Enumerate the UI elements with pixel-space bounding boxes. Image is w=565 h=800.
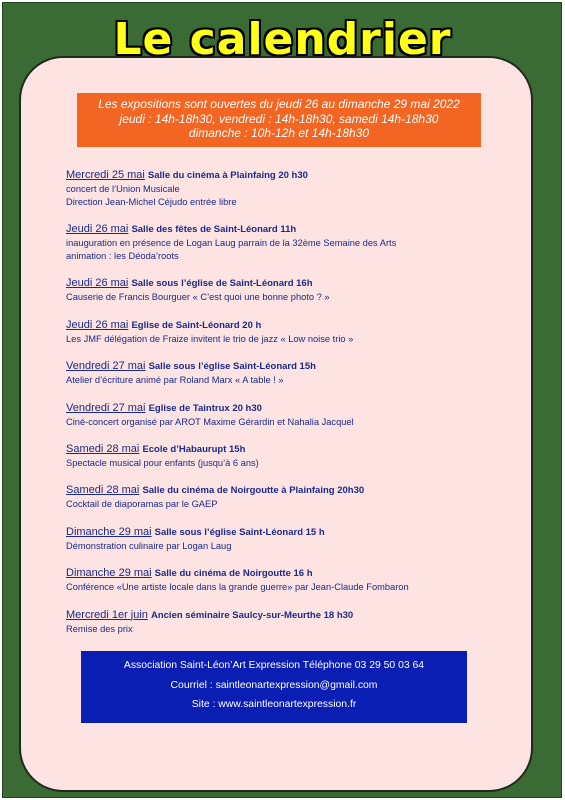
event-date: Samedi 28 mai <box>66 484 140 497</box>
event-description: Spectacle musical pour enfants (jusqu’à 6 ans) <box>66 457 259 468</box>
event-date: Jeudi 26 mai <box>66 318 129 331</box>
event-description: Remise des prix <box>66 623 133 634</box>
event-item <box>66 525 516 553</box>
event-place: Salle sous l’église Saint-Léonard 15 h <box>154 526 325 538</box>
event-date: Dimanche 29 mai <box>66 525 152 538</box>
event-place: Eglise de Taintrux 20 h30 <box>148 402 262 414</box>
hours-line: dimanche : 10h-12h et 14h-18h30 <box>188 126 370 140</box>
event-description: inauguration en présence de Logan Laug parrain de la 32ème Semaine des Arts <box>66 238 397 249</box>
event-place: Ancien séminaire Saulcy-sur-Meurthe 18 h30 <box>150 609 354 621</box>
contact-email: Courriel : saintleonartexpression@gmail.com <box>170 679 378 691</box>
event-description: Atelier d’écriture animé par Roland Marx « A table ! » <box>66 375 284 386</box>
event-item <box>66 401 516 429</box>
contact-website: Site : www.saintleonartexpression.fr <box>191 699 357 710</box>
event-description: Les JMF délégation de Fraize invitent le trio de jazz « Low noise trio » <box>66 333 354 344</box>
event-list <box>66 168 516 649</box>
event-date: Jeudi 26 mai <box>66 277 129 290</box>
event-description: Cocktail de diaporamas par le GAEP <box>66 499 218 510</box>
event-description: Ciné-concert organisé par AROT Maxime Gérardin et Nahalia Jacquel <box>66 416 354 427</box>
hours-line: jeudi : 14h-18h30, vendredi : 14h-18h30, samedi 14h-18h30 <box>119 111 439 126</box>
event-item <box>66 276 516 304</box>
event-item <box>66 318 516 346</box>
event-item <box>66 608 516 636</box>
opening-hours-box <box>77 93 481 147</box>
event-date: Vendredi 27 mai <box>66 360 146 373</box>
event-item <box>66 483 516 511</box>
event-item <box>66 442 516 470</box>
contact-phone: Association Saint-Léon’Art Expression Téléphone 03 29 50 03 64 <box>123 660 425 671</box>
event-item <box>66 222 516 263</box>
event-place: Eglise de Saint-Léonard 20 h <box>131 319 262 331</box>
event-description: concert de l’Union Musicale <box>66 184 180 194</box>
event-item <box>66 566 516 594</box>
page-title: Le calendrier <box>113 14 452 65</box>
event-item <box>66 359 516 387</box>
hours-line: Les expositions sont ouvertes du jeudi 26 au dimanche 29 mai 2022 <box>98 97 460 111</box>
event-place: Salle du cinéma à Plainfaing 20 h30 <box>147 170 308 181</box>
event-place: Salle sous l’église de Saint-Léonard 16h <box>131 278 313 290</box>
event-date: Vendredi 27 mai <box>66 401 146 414</box>
event-description: animation : les Déoda’roots <box>66 250 179 261</box>
event-date: Jeudi 26 mai <box>66 223 129 236</box>
event-place: Salle sous l’église Saint-Léonard 15h <box>148 361 316 373</box>
event-description: Direction Jean-Michel Céjudo entrée libre <box>66 196 237 207</box>
event-description: Démonstration culinaire par Logan Laug <box>66 540 232 551</box>
event-item <box>66 168 516 209</box>
event-date: Mercredi 25 mai <box>66 169 145 181</box>
event-date: Mercredi 1er juin <box>66 608 148 621</box>
event-date: Dimanche 29 mai <box>66 567 152 580</box>
event-place: Salle du cinéma de Noirgoutte 16 h <box>154 568 313 580</box>
event-date: Samedi 28 mai <box>66 442 140 455</box>
contact-box <box>81 651 467 723</box>
event-place: Salle du cinéma de Noirgoutte à Plainfaing 20h30 <box>142 485 365 497</box>
event-place: Ecole d’Habaurupt 15h <box>142 443 246 455</box>
event-description: Causerie de Francis Bourguer « C’est quoi une bonne photo ? » <box>66 292 330 303</box>
event-description: Conférence «Une artiste locale dans la grande guerre» par Jean-Claude Fombaron <box>66 582 409 593</box>
event-place: Salle des fêtes de Saint-Léonard 11h <box>131 224 297 236</box>
